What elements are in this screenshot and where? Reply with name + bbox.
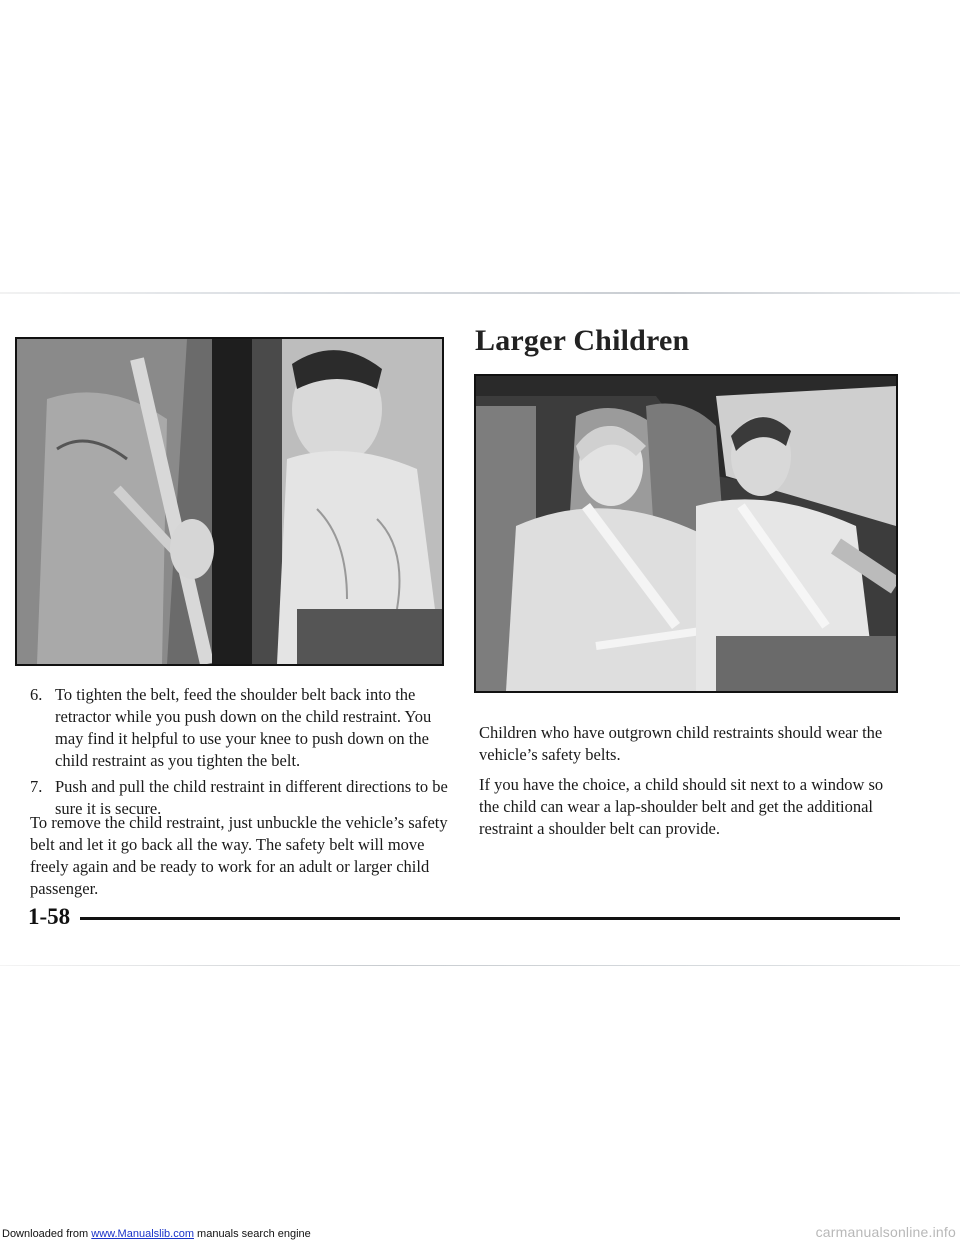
footer-prefix: Downloaded from [2, 1228, 92, 1240]
top-divider [0, 292, 960, 294]
page-number-rule [80, 917, 900, 920]
watermark: carmanualsonline.info [815, 1224, 956, 1240]
footer-suffix: manuals search engine [193, 1228, 311, 1240]
section-heading: Larger Children [475, 324, 690, 357]
manualslib-link[interactable]: www.Manualslib.com [91, 1228, 194, 1240]
illustration-child-with-lap-shoulder-belt [474, 374, 898, 693]
step-6 [30, 684, 450, 772]
download-footer [2, 1228, 311, 1240]
outgrown-restraints-paragraph: Children who have outgrown child restraints should wear the vehicle’s safety belts. [479, 723, 883, 764]
step-text: To tighten the belt, feed the shoulder belt back into the retractor while you push down on the child restraint. You may find it helpful to use your knee to push down on the child restraint as you tighten the belt. [55, 685, 432, 770]
installation-steps [30, 684, 450, 824]
step-text: Push and pull the child restraint in different directions to be sure it is secure. [55, 777, 448, 818]
remove-restraint-paragraph: To remove the child restraint, just unbuckle the vehicle’s safety belt and let it go back all the way. The safety belt will move freely again and be ready to work for an adult or larger child passenger. [30, 813, 448, 898]
step-number: 7. [30, 777, 43, 796]
illustration-man-installing-child-seat [15, 337, 444, 666]
step-number: 6. [30, 685, 43, 704]
page-number: 1-58 [28, 904, 71, 929]
window-seat-paragraph: If you have the choice, a child should sit next to a window so the child can wear a lap-shoulder belt and get the additional restraint a shoulder belt can provide. [479, 775, 884, 838]
bottom-divider [0, 965, 960, 966]
